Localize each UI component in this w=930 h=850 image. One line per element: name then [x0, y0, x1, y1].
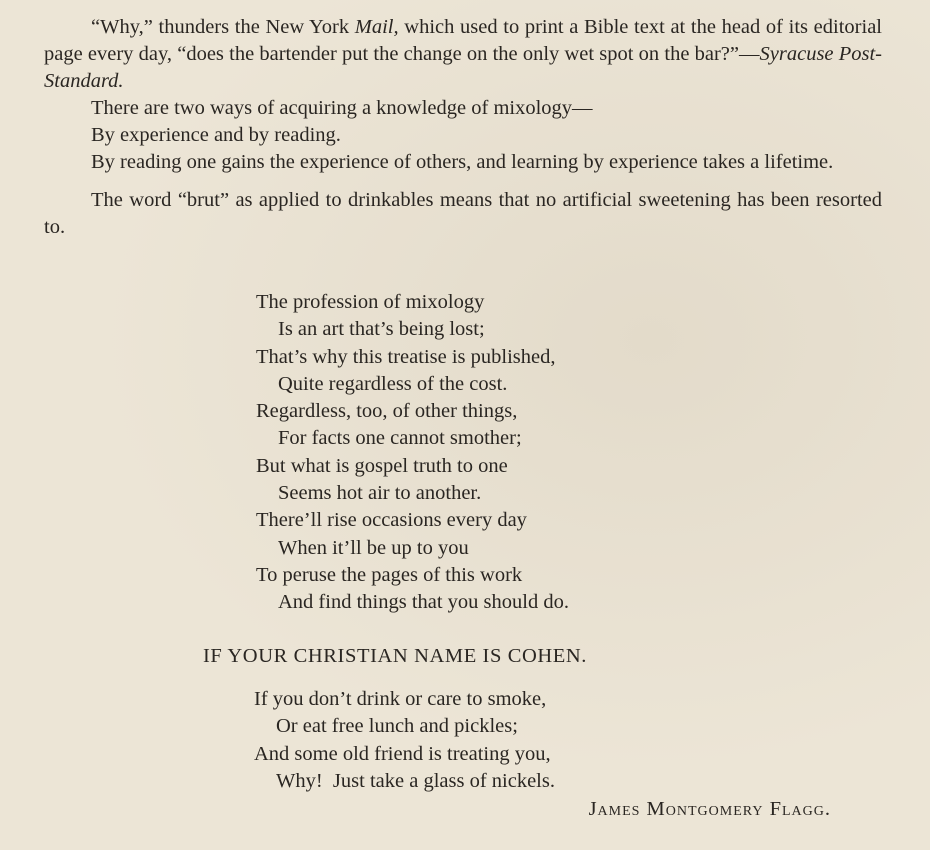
section-heading: IF YOUR CHRISTIAN NAME IS COHEN.: [203, 645, 588, 667]
poem-line: For facts one cannot smother;: [278, 427, 522, 450]
poem-line: Regardless, too, of other things,: [256, 400, 518, 423]
poem-line: When it’ll be up to you: [278, 536, 469, 559]
poem-cohen: [254, 686, 555, 795]
paragraph-brut: The word “brut” as applied to drinkables means that no artificial sweetening has been resorted to.: [44, 189, 882, 238]
poem-line: Seems hot air to another.: [278, 482, 482, 505]
paragraph-experience: By experience and by reading.: [91, 124, 341, 146]
source-citation: Syracuse Post-Standard.: [44, 43, 882, 92]
poem-line: Or eat free lunch and pickles;: [276, 715, 518, 738]
text-span: “Why,” thunders the New York: [91, 16, 355, 38]
poem-line: Why! Just take a glass of nickels.: [276, 769, 555, 792]
poem-line: Quite regardless of the cost.: [278, 372, 508, 395]
poem-line: The profession of mixology: [256, 291, 485, 313]
poem-line: And find things that you should do.: [278, 591, 569, 614]
text-span: which used to print a Bible text at the head of its editorial page every day, “does the bartender put the change on the only wet spot on the bar?”—: [44, 16, 882, 65]
poem-mixology: [256, 289, 569, 617]
paragraph-mail-quote: [44, 14, 882, 95]
poem-line: But what is gospel truth to one: [256, 454, 508, 477]
poem-line: And some old friend is treating you,: [254, 742, 551, 765]
newspaper-name: Mail,: [354, 16, 399, 38]
poem-line: Is an art that’s being lost;: [278, 318, 485, 341]
poem-line: That’s why this treatise is published,: [256, 345, 556, 368]
author-signature: James Montgomery Flagg.: [588, 798, 831, 820]
poem-line: There’ll rise occasions every day: [256, 509, 527, 532]
paragraph-reading: By reading one gains the experience of others, and learning by experience takes a lifetime.: [91, 151, 834, 173]
poem-line: If you don’t drink or care to smoke,: [254, 688, 547, 710]
paragraph-two-ways: There are two ways of acquiring a knowledge of mixology—: [91, 97, 593, 119]
poem-line: To peruse the pages of this work: [256, 563, 523, 586]
page-text: [44, 14, 882, 241]
